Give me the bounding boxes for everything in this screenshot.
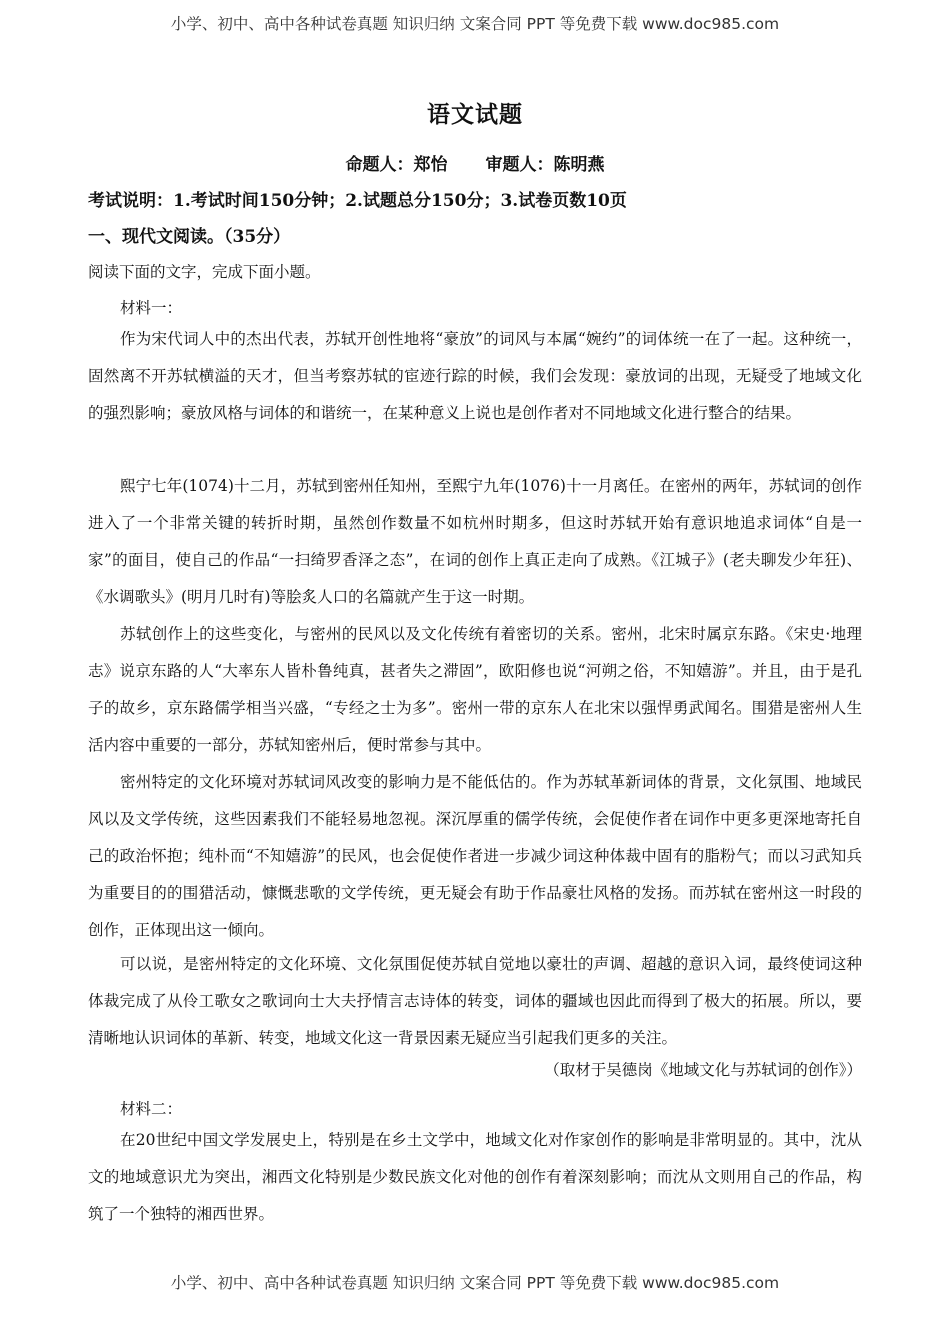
material1-paragraph-4: 密州特定的文化环境对苏轼词风改变的影响力是不能低估的。作为苏轼革新词体的背景，文化氛围、地域民风以及文学传统，这些因素我们不能轻易地忽视。深沉厚重的儒学传统，会促使作者在词作中更多更深地寄托自己的政治怀抱；纯朴而“不知嬉游”的民风，也会促使作者进一步减少词这种体裁中固有的脂粉气；而以习武知兵为重要目的的围猎活动，慷慨悲歌的文学传统，更无疑会有助于作品豪壮风格的发扬。而苏轼在密州这一时段的创作，正体现出这一倾向。 [88, 773, 862, 939]
material1-paragraph-3: 苏轼创作上的这些变化，与密州的民风以及文化传统有着密切的关系。密州，北宋时属京东路。《宋史·地理志》说京东路的人“大率东人皆朴鲁纯真，甚者失之滞固”，欧阳修也说“河朔之俗，不知嬉游”。并且，由于是孔子的故乡，京东路儒学相当兴盛，“专经之士为多”。密州一带的京东人在北宋以强悍勇武闻名。围猎是密州人生活内容中重要的一部分，苏轼知密州后，便时常参与其中。 [88, 625, 862, 754]
exam-instructions: 考试说明：1.考试时间150分钟；2.试题总分150分；3.试卷页数10页 [88, 191, 627, 211]
material1-citation: （取材于吴德岗《地域文化与苏轼词的创作》） [544, 1061, 862, 1079]
setter-name: 命题人：郑怡 [345, 155, 448, 175]
section-heading: 一、现代文阅读。（35分） [88, 227, 291, 247]
reading-instruction: 阅读下面的文字，完成下面小题。 [88, 263, 321, 281]
material2-paragraph-1: 在20世纪中国文学发展史上，特别是在乡土文学中，地域文化对作家创作的影响是非常明显的。其中，沈从文的地域意识尤为突出，湘西文化特别是少数民族文化对他的创作有着深刻影响；而沈从文则用自己的作品，构筑了一个独特的湘西世界。 [88, 1131, 862, 1223]
material1-paragraph-2: 熙宁七年(1074)十二月，苏轼到密州任知州，至熙宁九年(1076)十一月离任。在密州的两年，苏轼词的创作进入了一个非常关键的转折时期，虽然创作数量不如杭州时期多，但这时苏轼开始有意识地追求词体“自是一家”的面目，使自己的作品“一扫绮罗香泽之态”，在词的创作上真正走向了成熟。《江城子》(老夫聊发少年狂)、《水调歌头》(明月几时有)等脍炙人口的名篇就产生于这一时期。 [88, 477, 862, 606]
page-footer: 小学、初中、高中各种试卷真题 知识归纳 文案合同 PPT 等免费下载 www.doc985.com [170, 1274, 780, 1292]
authors-line [0, 150, 950, 175]
material1-paragraph-5: 可以说，是密州特定的文化环境、文化氛围促使苏轼自觉地以豪壮的声调、超越的意识入词，最终使词这种体裁完成了从伶工歌女之歌词向士大夫抒情言志诗体的转变，词体的疆域也因此而得到了极大的拓展。所以，要清晰地认识词体的革新、转变，地域文化这一背景因素无疑应当引起我们更多的关注。 [88, 955, 862, 1047]
material1-paragraph-1: 作为宋代词人中的杰出代表，苏轼开创性地将“豪放”的词风与本属“婉约”的词体统一在了一起。这种统一，固然离不开苏轼横溢的天才，但当考察苏轼的宦迹行踪的时候，我们会发现：豪放词的出现，无疑受了地域文化的强烈影响；豪放风格与词体的和谐统一，在某种意义上说也是创作者对不同地域文化进行整合的结果。 [88, 330, 862, 422]
page-header: 小学、初中、高中各种试卷真题 知识归纳 文案合同 PPT 等免费下载 www.doc985.com [170, 15, 780, 33]
material1-label: 材料一： [120, 299, 183, 317]
page-title: 语文试题 [427, 101, 523, 128]
reviewer-name: 审题人：陈明燕 [485, 155, 605, 175]
material2-label: 材料二： [120, 1100, 183, 1118]
